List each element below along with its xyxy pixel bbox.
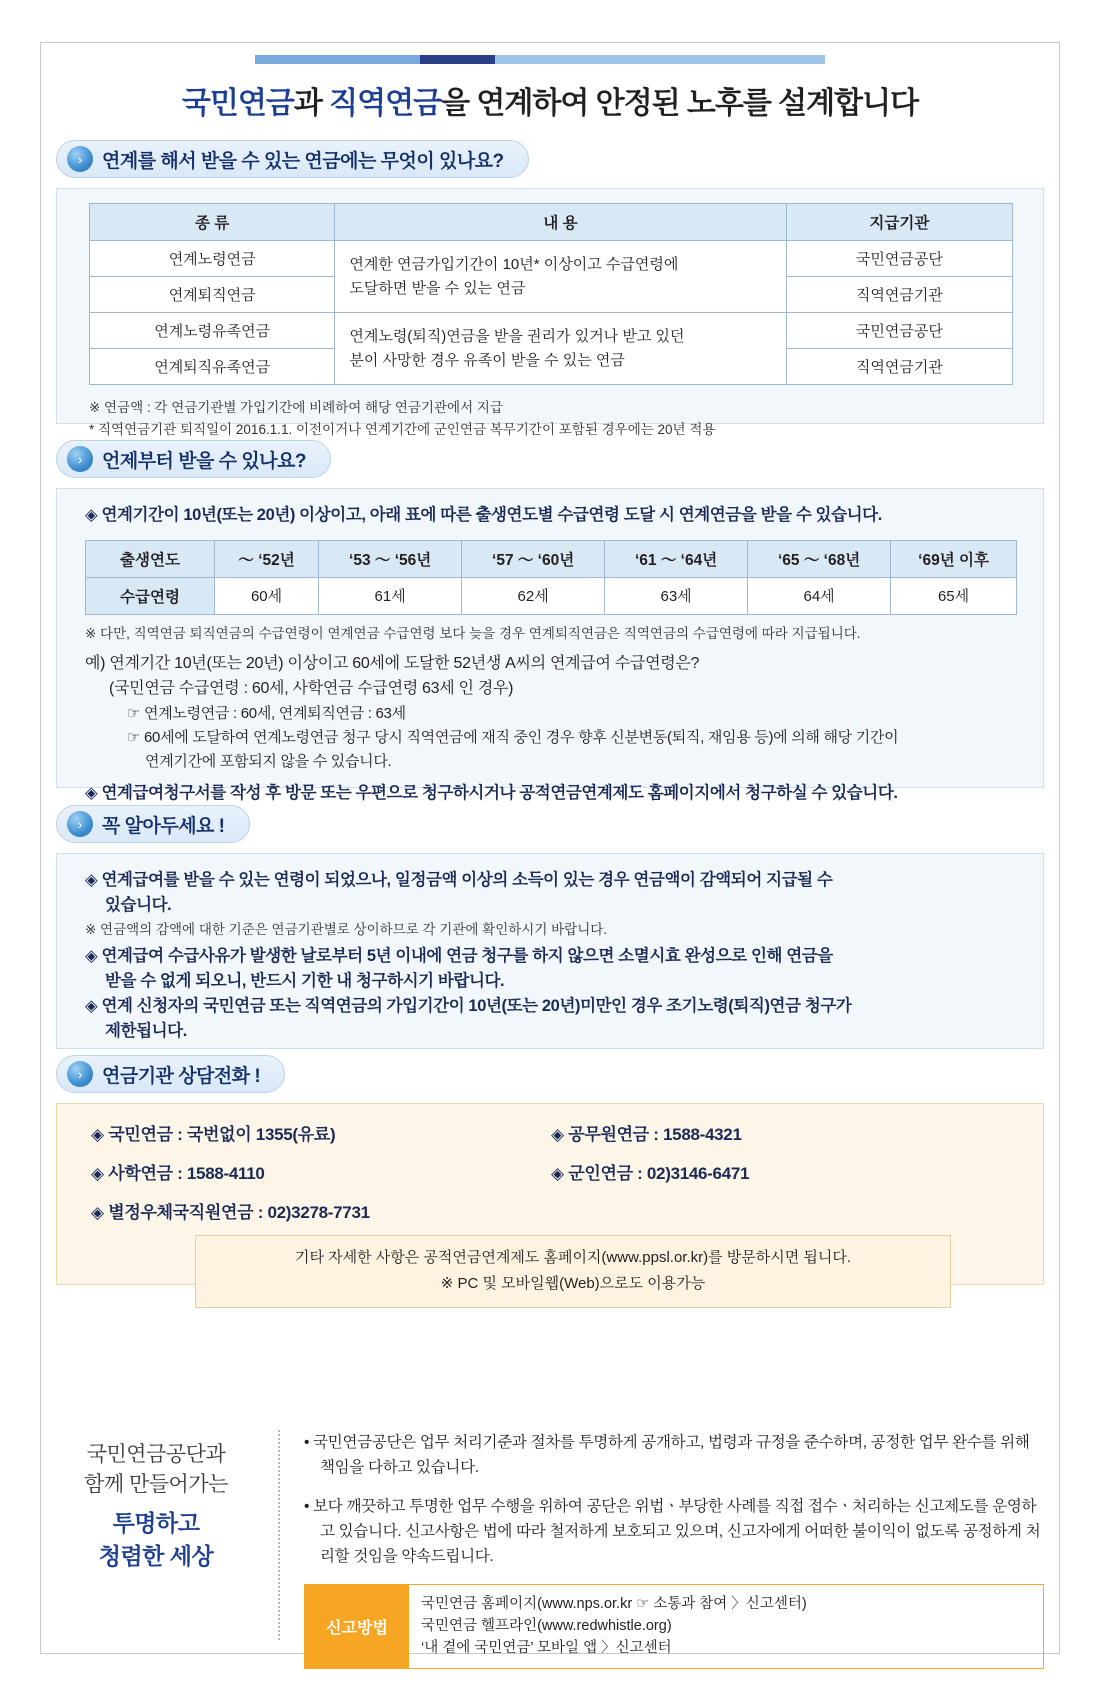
table-row — [86, 577, 1017, 614]
website-info-box — [195, 1235, 951, 1308]
phone-military-pension: ◈ 군인연금 : 02)3146-6471 — [551, 1164, 750, 1183]
table-row — [90, 313, 1013, 349]
phone-private-school-pension: ◈ 사학연금 : 1588-4110 — [91, 1164, 265, 1183]
section-1-label: 연계를 해서 받을 수 있는 연금에는 무엇이 있나요? — [102, 150, 504, 172]
section-heading-1 — [56, 140, 529, 178]
cell-agency-1: 국민연금공단 — [786, 241, 1012, 277]
notice-3-line-2: 제한됩니다. — [105, 1021, 187, 1040]
cell-kind-3: 연계노령유족연금 — [90, 313, 335, 349]
website-line-2: ※ PC 및 모바일웹(Web)으로도 이용가능 — [440, 1275, 706, 1293]
birth-year-3: ‘57 ～ ‘60년 — [462, 540, 605, 577]
notice-1-line-1: ◈ 연계급여를 받을 수 있는 연령이 되었으나, 일정금액 이상의 소득이 있는 경우 연금액이 감액되어 지급될 수 — [85, 871, 833, 889]
th-agency: 지급기관 — [786, 204, 1012, 241]
section-1-panel — [56, 188, 1044, 437]
age-5: 64세 — [748, 577, 891, 614]
section-2-note: ※ 다만, 직역연금 퇴직연금의 수급연령이 연계연금 수급연령 보다 늦을 경우 연계퇴직연금은 직역연금의 수급연령에 따라 지급됩니다. — [85, 625, 861, 641]
phone-public-official-pension: ◈ 공무원연금 : 1588-4321 — [551, 1125, 742, 1144]
top-bar-pale — [495, 55, 825, 64]
section-2-panel — [56, 488, 1044, 802]
notice-3-line-1: ◈ 연계 신청자의 국민연금 또는 직역연금의 가입기간이 10년(또는 20년)미만인 경우 조기노령(퇴직)연금 청구가 — [85, 996, 852, 1015]
content-2-line-1: 연계노령(퇴직)연금을 받을 권리가 있거나 받고 있던 — [349, 328, 685, 346]
footer — [56, 1430, 1044, 1657]
section-2-lead: ◈ 연계기간이 10년(또는 20년) 이상이고, 아래 표에 따른 출생연도별 수급연령 도달 시 연계연금을 받을 수 있습니다. — [85, 506, 882, 524]
age-3: 62세 — [462, 577, 605, 614]
chevron-right-icon: › — [67, 1061, 93, 1087]
notice-2-line-2: 받을 수 없게 되오니, 반드시 기한 내 청구하시기 바랍니다. — [105, 972, 505, 991]
table1-note-1: ※ 연금액 : 각 연금기관별 가입기간에 비례하여 해당 연금기관에서 지급 — [89, 400, 503, 415]
cell-content-1 — [335, 241, 786, 313]
report-body — [409, 1585, 819, 1668]
slogan-line-1: 국민연금공단과 — [86, 1443, 226, 1466]
top-color-bars — [255, 55, 825, 64]
integrity-slogan — [56, 1440, 256, 1574]
cell-content-2 — [335, 313, 786, 385]
chevron-right-icon: › — [67, 811, 93, 837]
section-2-closing: ◈ 연계급여청구서를 작성 후 방문 또는 우편으로 청구하시거나 공적연금연계제도 홈페이지에서 청구하실 수 있습니다. — [85, 783, 898, 802]
title-part-4: 을 연계하여 안정된 노후를 설계합니다 — [441, 87, 919, 120]
pension-type-table — [89, 203, 1013, 385]
slogan-highlight-1: 투명하고 — [112, 1509, 200, 1536]
section-3-panel — [56, 853, 1044, 1049]
age-6: 65세 — [891, 577, 1017, 614]
birth-year-2: ‘53 ～ ‘56년 — [319, 540, 462, 577]
report-line-2: 국민연금 헬프라인(www.redwhistle.org) — [421, 1618, 672, 1635]
section-heading-4 — [56, 1055, 285, 1093]
cell-kind-1: 연계노령연금 — [90, 241, 335, 277]
notice-1-note: ※ 연금액의 감액에 대한 기준은 연금기관별로 상이하므로 각 기관에 확인하시기 바랍니다. — [85, 921, 608, 937]
birth-year-1: ～ ‘52년 — [215, 540, 319, 577]
title-part-1: 국민연금 — [181, 87, 294, 120]
cell-agency-2: 직역연금기관 — [786, 277, 1012, 313]
example-bullet-2-line-1: ☞ 60세에 도달하여 연계노령연금 청구 당시 직역연금에 재직 중인 경우 향후 신분변동(퇴직, 재임용 등)에 의해 해당 기간이 — [127, 728, 899, 746]
row-label-age: 수급연령 — [86, 577, 215, 614]
report-line-3: ‘내 곁에 국민연금’ 모바일 앱 〉신고센터 — [421, 1640, 672, 1657]
section-heading-3 — [56, 805, 250, 843]
eligibility-age-table — [85, 540, 1017, 615]
cell-kind-2: 연계퇴직연금 — [90, 277, 335, 313]
report-line-1: 국민연금 홈페이지(www.nps.or.kr ☞ 소통과 참여 〉신고센터) — [421, 1595, 807, 1612]
table-row — [86, 540, 1017, 577]
cell-agency-4: 직역연금기관 — [786, 349, 1012, 385]
birth-year-6: ‘69년 이후 — [891, 540, 1017, 577]
birth-year-5: ‘65 ～ ‘68년 — [748, 540, 891, 577]
title-part-2: 과 — [293, 87, 330, 120]
table-header-row — [90, 204, 1013, 241]
content-1-line-2: 도달하면 받을 수 있는 연금 — [349, 279, 526, 297]
chevron-right-icon: › — [67, 146, 93, 172]
footer-text-block — [304, 1430, 1044, 1669]
website-line-1: 기타 자세한 사항은 공적연금연계제도 홈페이지(www.ppsl.or.kr)를 방문하시면 됩니다. — [294, 1249, 852, 1266]
footer-paragraph-1: • 국민연금공단은 업무 처리기준과 절차를 투명하게 공개하고, 법령과 규정을 준수하며, 공정한 업무 완수를 위해 책임을 다하고 있습니다. — [304, 1434, 1030, 1477]
section-4-label: 연금기관 상담전화 ! — [102, 1065, 261, 1087]
chevron-right-icon: › — [67, 446, 93, 472]
example-subtitle: (국민연금 수급연령 : 60세, 사학연금 수급연령 63세 인 경우) — [109, 680, 514, 698]
title-part-3: 직역연금 — [329, 87, 442, 120]
birth-year-4: ‘61 ～ ‘64년 — [605, 540, 748, 577]
section-heading-2 — [56, 440, 331, 478]
slogan-highlight-2: 청렴한 세상 — [98, 1543, 214, 1570]
example-bullet-2-line-2: 연계기간에 포함되지 않을 수 있습니다. — [145, 752, 392, 770]
section-3-label: 꼭 알아두세요 ! — [102, 815, 225, 837]
footer-divider — [278, 1430, 280, 1640]
report-methods-box — [304, 1584, 1044, 1669]
th-kind: 종 류 — [90, 204, 335, 241]
cell-kind-4: 연계퇴직유족연금 — [90, 349, 335, 385]
content-2-line-2: 분이 사망한 경우 유족이 받을 수 있는 연금 — [349, 351, 625, 369]
example-title: 예) 연계기간 10년(또는 20년) 이상이고 60세에 도달한 52년생 A씨의 연계급여 수급연령은? — [85, 654, 700, 672]
cell-agency-3: 국민연금공단 — [786, 313, 1012, 349]
section-4-panel — [56, 1103, 1044, 1293]
table-row — [90, 241, 1013, 277]
notice-1-line-2: 있습니다. — [105, 895, 172, 914]
notice-2-line-1: ◈ 연계급여 수급사유가 발생한 날로부터 5년 이내에 연금 청구를 하지 않으면 소멸시효 완성으로 인해 연금을 — [85, 947, 833, 966]
slogan-line-2: 함께 만들어가는 — [84, 1473, 228, 1497]
row-label-birth-year: 출생연도 — [86, 540, 215, 577]
section-2-label: 언제부터 받을 수 있나요? — [102, 450, 306, 472]
age-4: 63세 — [605, 577, 748, 614]
footer-paragraph-2: • 보다 깨끗하고 투명한 업무 수행을 위하여 공단은 위법ㆍ부당한 사례를 직접 접수ㆍ처리하는 신고제도를 운영하고 있습니다. 신고사항은 법에 따라 철저하게 보호되고 있으며, 신고자에게 어떠한 불이익이 없도록 공정하게 처리할 것임을 약속드립니다. — [304, 1498, 1041, 1566]
example-bullet-1: ☞ 연계노령연금 : 60세, 연계퇴직연금 : 63세 — [127, 704, 406, 722]
page-title — [0, 78, 1100, 122]
age-2: 61세 — [319, 577, 462, 614]
age-1: 60세 — [215, 577, 319, 614]
phone-post-office-pension: ◈ 별정우체국직원연금 : 02)3278-7731 — [91, 1203, 370, 1222]
top-bar-navy — [420, 55, 495, 64]
report-tag: 신고방법 — [305, 1585, 409, 1668]
th-content: 내 용 — [335, 204, 786, 241]
top-bar-light — [255, 55, 420, 64]
table1-note-2: * 직역연금기관 퇴직일이 2016.1.1. 이전이거나 연계기간에 군인연금 복무기간이 포함된 경우에는 20년 적용 — [89, 421, 716, 437]
content-1-line-1: 연계한 연금가입기간이 10년* 이상이고 수급연령에 — [349, 256, 679, 274]
phone-national-pension: ◈ 국민연금 : 국번없이 1355(유료) — [91, 1125, 336, 1144]
